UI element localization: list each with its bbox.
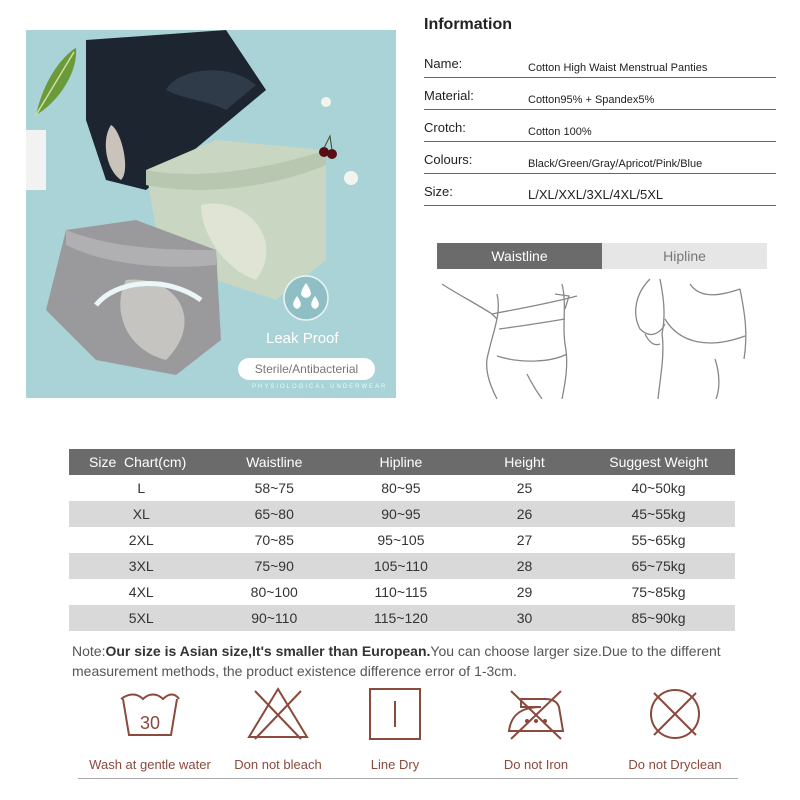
header-height: Height xyxy=(467,449,582,475)
cell-weight: 65~75kg xyxy=(582,553,735,579)
tab-waistline[interactable]: Waistline xyxy=(437,243,602,269)
info-row-material xyxy=(424,78,776,110)
cell-height: 27 xyxy=(516,532,533,548)
cell-height: 25 xyxy=(516,480,533,496)
header-suggest-weight: Suggest Weight xyxy=(582,449,735,475)
no-bleach-icon xyxy=(243,685,313,743)
cell-weight: 85~90kg xyxy=(582,605,735,631)
cell-size: 3XL xyxy=(69,553,214,579)
cell-hipline: 80~95 xyxy=(381,480,421,496)
hipline-sketch xyxy=(620,274,770,399)
cell-hipline: 110~115 xyxy=(374,584,428,600)
info-value: Cotton 100% xyxy=(528,126,592,138)
cell-size: 2XL xyxy=(128,532,154,548)
header-hipline: Hipline xyxy=(335,449,467,475)
cell-weight: 75~85kg xyxy=(631,584,686,600)
cell-weight: 45~55kg xyxy=(582,501,735,527)
line-dry-icon xyxy=(360,685,430,743)
header-chart: Chart(cm) xyxy=(124,454,187,470)
cell-waistline: 75~90 xyxy=(214,553,335,579)
cell-height: 29 xyxy=(516,584,533,600)
header-size-chart xyxy=(69,449,214,475)
table-row xyxy=(69,579,735,605)
information-title: Information xyxy=(424,16,512,33)
size-chart-table xyxy=(69,449,735,631)
cell-height: 26 xyxy=(467,501,582,527)
cell-size: 5XL xyxy=(69,605,214,631)
care-label: Line Dry xyxy=(370,757,420,772)
cell-size: 4XL xyxy=(128,584,154,600)
table-row xyxy=(69,553,735,579)
cell-hipline: 115~120 xyxy=(335,605,467,631)
cell-weight: 55~65kg xyxy=(631,532,686,548)
cell-size: L xyxy=(137,480,146,496)
product-photo xyxy=(26,30,396,398)
cell-waistline: 70~85 xyxy=(254,532,294,548)
info-row-size xyxy=(424,174,776,206)
information-panel xyxy=(424,14,776,206)
info-value: Cotton High Waist Menstrual Panties xyxy=(528,62,708,74)
table-row xyxy=(69,475,735,501)
care-item-wash xyxy=(80,685,220,772)
care-item-iron xyxy=(466,685,606,772)
info-row-name xyxy=(424,46,776,78)
cell-weight: 40~50kg xyxy=(631,480,686,496)
table-row xyxy=(69,527,735,553)
leak-proof-label: Leak Proof xyxy=(266,330,339,347)
cell-hipline: 105~110 xyxy=(335,553,467,579)
no-dryclean-icon xyxy=(640,685,710,743)
care-label: Wash at gentle water xyxy=(89,757,211,772)
sterile-pill-label: Sterile/Antibacterial xyxy=(254,362,359,376)
cell-waistline: 65~80 xyxy=(214,501,335,527)
care-label: Do not Dryclean xyxy=(628,757,722,772)
care-label: Don not bleach xyxy=(234,757,322,772)
table-row xyxy=(69,605,735,631)
info-row-colours xyxy=(424,142,776,174)
waistline-sketch xyxy=(437,274,602,399)
note-prefix: Note: xyxy=(72,643,106,659)
cell-waistline: 90~110 xyxy=(214,605,335,631)
care-instructions xyxy=(80,685,740,775)
cell-height: 30 xyxy=(467,605,582,631)
table-row xyxy=(69,501,735,527)
info-value: Cotton95% + Spandex5% xyxy=(528,94,655,106)
wash-temp-number: 30 xyxy=(139,713,161,733)
no-iron-icon xyxy=(501,685,571,743)
info-label: Name: xyxy=(424,56,463,71)
cell-hipline: 90~95 xyxy=(335,501,467,527)
cell-size: XL xyxy=(69,501,214,527)
size-note xyxy=(72,641,742,681)
note-rest: You can choose larger size.Due to the different measurement methods, the product existence difference error of 1-3cm. xyxy=(72,643,721,679)
cell-height: 28 xyxy=(467,553,582,579)
wash-30-icon xyxy=(115,685,185,743)
info-label: Colours: xyxy=(424,152,473,167)
cell-hipline: 95~105 xyxy=(377,532,425,548)
info-value: L/XL/XXL/3XL/4XL/5XL xyxy=(528,187,664,202)
cell-waistline: 58~75 xyxy=(254,480,294,496)
header-size: Size xyxy=(89,454,117,470)
info-value: Black/Green/Gray/Apricot/Pink/Blue xyxy=(528,158,703,170)
tab-hipline[interactable]: Hipline xyxy=(602,243,767,269)
info-label: Material: xyxy=(424,88,474,103)
measurement-tabs xyxy=(437,243,767,269)
care-divider xyxy=(78,778,738,779)
note-bold: Our size is Asian size,It's smaller than European. xyxy=(105,643,431,659)
physiological-text: PHYSIOLOGICAL UNDERWEAR xyxy=(252,384,388,390)
table-header-row xyxy=(69,449,735,475)
care-item-line-dry xyxy=(325,685,465,772)
care-label: Do not Iron xyxy=(503,757,569,772)
info-label: Size: xyxy=(424,184,453,199)
info-label: Crotch: xyxy=(424,120,466,135)
cell-waistline: 80~100 xyxy=(250,584,298,600)
care-item-dryclean xyxy=(605,685,745,772)
header-waistline: Waistline xyxy=(214,449,335,475)
info-row-crotch xyxy=(424,110,776,142)
